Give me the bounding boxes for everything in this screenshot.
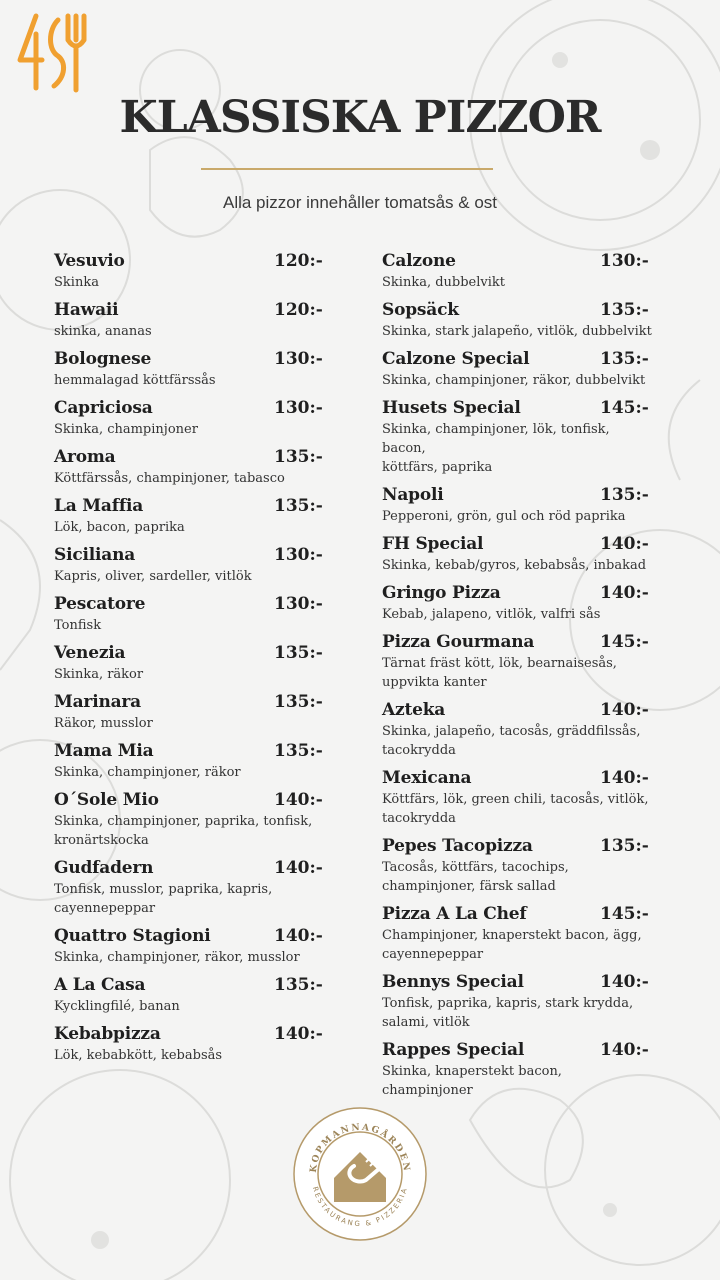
pizza-price: 135:-: [274, 975, 323, 995]
pizza-price: 140:-: [600, 583, 649, 603]
pizza-name: Pizza A La Chef: [382, 904, 527, 924]
pizza-price: 140:-: [600, 534, 649, 554]
menu-item: [54, 396, 324, 439]
menu-item: [54, 739, 324, 782]
pizza-price: 140:-: [274, 858, 323, 878]
menu-item: [54, 690, 324, 733]
pizza-price: 130:-: [274, 349, 323, 369]
pizza-ingredients: Skinka, champinjoner: [54, 422, 198, 437]
pizza-name: Pepes Tacopizza: [382, 836, 533, 856]
menu-item: [382, 396, 652, 477]
pizza-price: 135:-: [600, 300, 649, 320]
menu-column-right: [382, 249, 652, 1106]
pizza-name: Bennys Special: [382, 972, 524, 992]
pizza-name: Hawaii: [54, 300, 119, 320]
menu-item: [382, 834, 652, 896]
menu-item: [54, 249, 324, 292]
page-title: KLASSISKA PIZZOR: [119, 92, 601, 143]
subtitle: Alla pizzor innehåller tomatsås & ost: [222, 193, 498, 212]
pizza-ingredients: champinjoner, färsk sallad: [382, 879, 556, 894]
pizza-name: FH Special: [382, 534, 484, 554]
pizza-price: 130:-: [600, 251, 649, 271]
pizza-ingredients: Skinka, champinjoner, paprika, tonfisk,: [54, 814, 313, 829]
pizza-price: 145:-: [600, 398, 649, 418]
pizza-ingredients: Kapris, oliver, sardeller, vitlök: [54, 569, 252, 584]
pizza-price: 145:-: [600, 904, 649, 924]
pizza-name: Capriciosa: [54, 398, 153, 418]
menu-item: [382, 532, 652, 575]
pizza-name: Kebabpizza: [54, 1024, 161, 1044]
pizza-name: Gringo Pizza: [382, 583, 501, 603]
pizza-name: Napoli: [382, 485, 444, 505]
menu-item: [54, 1022, 324, 1065]
pizza-price: 140:-: [600, 768, 649, 788]
pizza-price: 140:-: [274, 790, 323, 810]
menu-item: [382, 698, 652, 760]
menu-item: [382, 347, 652, 390]
pizza-ingredients: tacokrydda: [382, 743, 456, 758]
pizza-ingredients: Tonfisk, musslor, paprika, kapris,: [54, 882, 273, 897]
pizza-ingredients: Kycklingfilé, banan: [54, 999, 180, 1014]
pizza-name: Mama Mia: [54, 741, 154, 761]
pizza-name: Aroma: [54, 447, 116, 467]
pizza-price: 135:-: [274, 447, 323, 467]
pizza-price: 140:-: [274, 1024, 323, 1044]
pizza-ingredients: skinka, ananas: [54, 324, 152, 339]
pizza-ingredients: Skinka, räkor: [54, 667, 144, 682]
logo-top-text: KOPMANNAGÅRDEN: [308, 1122, 412, 1174]
pizza-price: 135:-: [600, 485, 649, 505]
pizza-price: 130:-: [274, 545, 323, 565]
pizza-name: Sopsäck: [382, 300, 459, 320]
pizza-ingredients: Skinka: [54, 275, 99, 290]
pizza-name: Marinara: [54, 692, 141, 712]
pizza-ingredients: salami, vitlök: [382, 1015, 470, 1030]
pizza-price: 120:-: [274, 251, 323, 271]
menu-item: [54, 543, 324, 586]
pizza-ingredients: Tonfisk: [54, 618, 102, 633]
kopmannagarden-logo: [292, 1106, 428, 1242]
pizza-price: 145:-: [600, 632, 649, 652]
menu-item: [54, 347, 324, 390]
menu-item: [54, 973, 324, 1016]
pizza-ingredients: Skinka, champinjoner, räkor: [54, 765, 241, 780]
pizza-name: Calzone Special: [382, 349, 530, 369]
pizza-name: Rappes Special: [382, 1040, 525, 1060]
pizza-ingredients: Köttfärssås, champinjoner, tabasco: [54, 471, 285, 486]
pizza-ingredients: Skinka, champinjoner, lök, tonfisk, bacon,: [382, 422, 610, 456]
pizza-ingredients: tacokrydda: [382, 811, 456, 826]
pizza-price: 135:-: [274, 741, 323, 761]
pizza-price: 130:-: [274, 398, 323, 418]
pizza-name: Vesuvio: [54, 251, 125, 271]
pizza-ingredients: cayennepeppar: [54, 901, 156, 916]
pizza-price: 120:-: [274, 300, 323, 320]
pizza-ingredients: kronärtskocka: [54, 833, 149, 848]
pizza-ingredients: Skinka, champinjoner, räkor, dubbelvikt: [382, 373, 646, 388]
pizza-price: 135:-: [600, 836, 649, 856]
pizza-ingredients: hemmalagad köttfärssås: [54, 373, 216, 388]
pizza-price: 140:-: [274, 926, 323, 946]
pizza-ingredients: Champinjoner, knaperstekt bacon, ägg,: [382, 928, 642, 943]
pizza-ingredients: Pepperoni, grön, gul och röd paprika: [382, 509, 626, 524]
pizza-price: 135:-: [274, 496, 323, 516]
menu-item: [382, 630, 652, 692]
pizza-ingredients: Köttfärs, lök, green chili, tacosås, vitlök,: [382, 792, 649, 807]
menu-item: [382, 298, 652, 341]
menu-column-left: [54, 249, 324, 1071]
pizza-ingredients: Kebab, jalapeno, vitlök, valfri sås: [382, 607, 601, 622]
pizza-ingredients: köttfärs, paprika: [382, 460, 493, 475]
pizza-name: Quattro Stagioni: [54, 926, 211, 946]
menu-item: [382, 249, 652, 292]
menu-item: [54, 445, 324, 488]
pizza-price: 135:-: [274, 692, 323, 712]
pizza-ingredients: uppvikta kanter: [382, 675, 487, 690]
pizza-ingredients: cayennepeppar: [382, 947, 484, 962]
menu-item: [54, 298, 324, 341]
pizza-name: A La Casa: [54, 975, 146, 995]
pizza-name: Bolognese: [54, 349, 152, 369]
menu-item: [382, 1038, 652, 1100]
pizza-ingredients: Tonfisk, paprika, kapris, stark krydda,: [382, 996, 634, 1011]
pizza-ingredients: Skinka, champinjoner, räkor, musslor: [54, 950, 300, 965]
pizza-price: 140:-: [600, 700, 649, 720]
pizza-price: 135:-: [274, 643, 323, 663]
pizza-ingredients: Tacosås, köttfärs, tacochips,: [382, 860, 569, 875]
pizza-name: Siciliana: [54, 545, 136, 565]
menu-item: [54, 494, 324, 537]
pizza-name: Azteka: [382, 700, 446, 720]
pizza-price: 135:-: [600, 349, 649, 369]
pizza-price: 130:-: [274, 594, 323, 614]
menu-item: [382, 902, 652, 964]
pizza-ingredients: Lök, bacon, paprika: [54, 520, 185, 535]
title-divider: [201, 168, 493, 170]
logo-bottom-text: RESTAURANG & PIZZERIA: [310, 1185, 410, 1229]
pizza-ingredients: Lök, kebabkött, kebabsås: [54, 1048, 223, 1063]
pizza-name: Mexicana: [382, 768, 472, 788]
menu-item: [54, 924, 324, 967]
restaurant-corner-logo: [14, 10, 90, 96]
pizza-ingredients: Skinka, dubbelvikt: [382, 275, 505, 290]
pizza-ingredients: Tärnat fräst kött, lök, bearnaisesås,: [382, 656, 617, 671]
menu-item: [54, 641, 324, 684]
pizza-ingredients: Skinka, jalapeño, tacosås, gräddfilssås,: [382, 724, 641, 739]
pizza-price: 140:-: [600, 972, 649, 992]
pizza-name: Husets Special: [382, 398, 521, 418]
pizza-name: Gudfadern: [54, 858, 154, 878]
menu-item: [382, 970, 652, 1032]
pizza-name: La Maffia: [54, 496, 144, 516]
pizza-name: Venezia: [54, 643, 126, 663]
pizza-name: O´Sole Mio: [54, 790, 159, 810]
pizza-name: Calzone: [382, 251, 456, 271]
pizza-ingredients: Skinka, knaperstekt bacon, champinjoner: [382, 1064, 562, 1098]
menu-item: [382, 483, 652, 526]
menu-item: [54, 856, 324, 918]
pizza-name: Pizza Gourmana: [382, 632, 535, 652]
pizza-ingredients: Skinka, kebab/gyros, kebabsås, inbakad: [382, 558, 647, 573]
pizza-ingredients: Räkor, musslor: [54, 716, 153, 731]
menu-item: [382, 766, 652, 828]
pizza-price: 140:-: [600, 1040, 649, 1060]
pizza-ingredients: Skinka, stark jalapeño, vitlök, dubbelvikt: [382, 324, 652, 339]
menu-item: [54, 592, 324, 635]
pizza-name: Pescatore: [54, 594, 146, 614]
menu-item: [382, 581, 652, 624]
menu-item: [54, 788, 324, 850]
